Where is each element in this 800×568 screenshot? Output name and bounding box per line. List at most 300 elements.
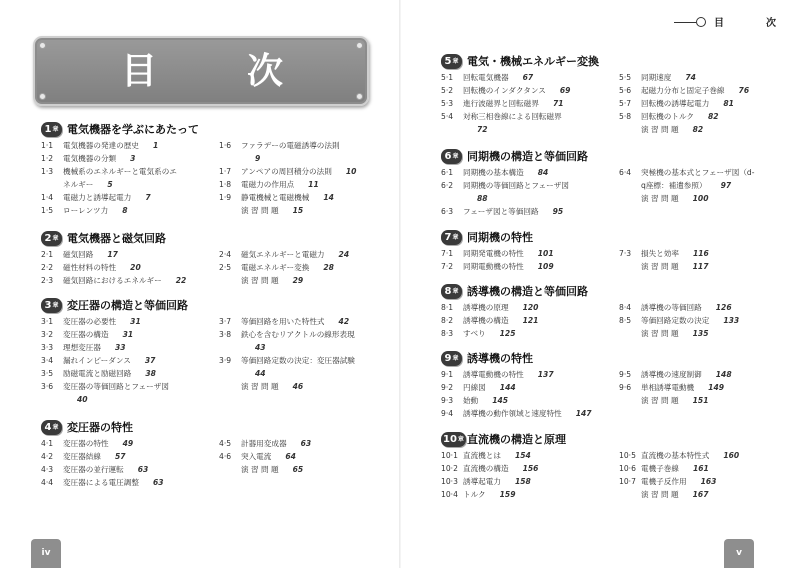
- entries-column-right: [219, 139, 391, 217]
- chapter-entries: [41, 139, 391, 217]
- section-title: 始動: [463, 396, 479, 405]
- section-title: 変圧器の構造: [63, 330, 109, 339]
- toc-entry: [41, 191, 219, 204]
- chapter-number-badge: [441, 54, 462, 69]
- page-number: 20: [130, 263, 141, 272]
- page-number: 71: [552, 99, 564, 108]
- section-title: 電機子巻線: [641, 464, 679, 473]
- section-number: 5·4: [441, 112, 454, 121]
- chapter-word: 章: [452, 234, 459, 241]
- entries-column-right: [619, 301, 791, 340]
- chapter-title: 誘導機の構造と等価回路: [467, 285, 588, 298]
- section-number: 3·7: [219, 317, 232, 326]
- page-number: 120: [522, 303, 539, 312]
- chapter-heading: [41, 231, 391, 247]
- toc-entry: [441, 97, 619, 110]
- section-number: 7·3: [619, 249, 632, 258]
- section-number: 1·5: [41, 206, 54, 215]
- section-title: 円線図: [463, 383, 486, 392]
- chapter-number: 9: [444, 353, 452, 364]
- toc-entry: [441, 166, 619, 179]
- toc-entry: [41, 248, 219, 261]
- chapter-entries: [441, 301, 791, 340]
- section-title: 直流機とは: [463, 451, 501, 460]
- section-title-continued: [219, 152, 391, 165]
- chapter-number: 1: [44, 124, 52, 135]
- section-title: 単相誘導電動機: [641, 383, 695, 392]
- section-title: 同期発電機の特性: [463, 249, 524, 258]
- entries-column-left: [441, 449, 619, 501]
- page-number: 76: [738, 86, 750, 95]
- toc-entry: [441, 314, 619, 327]
- page-number: 144: [499, 383, 516, 392]
- section-number: 1·7: [219, 167, 232, 176]
- section-title: 演 習 問 題: [641, 396, 679, 405]
- section-number: 4·5: [219, 439, 232, 448]
- toc-entry: [219, 165, 391, 178]
- section-title: 変圧器結線: [63, 452, 101, 461]
- page-number: 24: [338, 250, 350, 259]
- page-number: 117: [692, 262, 709, 271]
- toc-entry: [441, 84, 619, 97]
- chapter-number-badge: [41, 298, 62, 313]
- toc-entry: [41, 139, 219, 152]
- toc-entry: [619, 475, 791, 488]
- page-number: 82: [708, 112, 719, 121]
- chapter-word: 章: [452, 288, 459, 295]
- toc-entry: [441, 301, 619, 314]
- chapter-number: 7: [444, 232, 452, 243]
- page-number: 147: [575, 409, 592, 418]
- section-title: 変圧器の並行運転: [63, 465, 124, 474]
- chapter-number-badge: [441, 284, 462, 299]
- section-title: 励磁電流と励磁回路: [63, 369, 132, 378]
- chapter-entries: [441, 166, 791, 218]
- section-number: 9·3: [441, 396, 454, 405]
- toc-entry: [219, 178, 391, 191]
- section-number: 8·3: [441, 329, 454, 338]
- toc-entry: [441, 488, 619, 501]
- section-title: 演 習 問 題: [641, 262, 679, 271]
- toc-entry: [619, 381, 791, 394]
- section-number: 1·9: [219, 193, 232, 202]
- section-number: 3·5: [41, 369, 54, 378]
- section-number: 8·4: [619, 303, 632, 312]
- page-number: 10: [345, 167, 357, 176]
- section-number: 5·2: [441, 86, 454, 95]
- chapter-entries: [41, 437, 391, 489]
- page-number: 63: [137, 465, 149, 474]
- chapter-number: 10: [443, 434, 457, 445]
- chapter-word: 章: [52, 235, 59, 242]
- chapter-heading: [41, 298, 391, 314]
- section-number: 10·2: [441, 464, 458, 473]
- page-number: 82: [692, 125, 704, 134]
- section-number: 4·2: [41, 452, 54, 461]
- chapter-word: 章: [457, 436, 464, 443]
- toc-entry: [219, 274, 391, 287]
- page-number: 64: [285, 452, 296, 461]
- section-number: 10·3: [441, 477, 458, 486]
- chapter-number-badge: [441, 230, 462, 245]
- toc-entry: [219, 437, 391, 450]
- section-number: 3·1: [41, 317, 54, 326]
- page-number: 63: [152, 478, 164, 487]
- page-number: 33: [114, 343, 126, 352]
- section-number: 2·5: [219, 263, 232, 272]
- page-number: 125: [499, 329, 516, 338]
- section-title: 電磁力と誘導起電力: [63, 193, 132, 202]
- page-number: 158: [514, 477, 531, 486]
- section-title: 同期機の等価回路とフェーザ図: [463, 181, 569, 190]
- chapter-heading: [441, 149, 791, 165]
- page-number: 44: [255, 369, 266, 378]
- toc-entry: [41, 274, 219, 287]
- page-number: 65: [292, 465, 304, 474]
- section-number: 6·1: [441, 168, 454, 177]
- chapter-title: 変圧器の特性: [67, 421, 133, 434]
- toc-entry: [41, 380, 219, 406]
- header-rule: [674, 22, 696, 23]
- section-title: 演 習 問 題: [241, 465, 279, 474]
- chapter-heading: [41, 122, 391, 138]
- page-number: 126: [715, 303, 732, 312]
- section-title: 変圧器の等価回路とフェーザ図: [63, 382, 169, 391]
- toc-entry: [41, 204, 219, 217]
- toc-entry: [441, 110, 619, 136]
- toc-entry: [219, 204, 391, 217]
- section-title: 演 習 問 題: [641, 194, 679, 203]
- page-number: 7: [145, 193, 151, 202]
- section-title: 回転機の誘導起電力: [641, 99, 710, 108]
- section-title: 演 習 問 題: [641, 125, 679, 134]
- toc-entry: [441, 327, 619, 340]
- chapter-number: 4: [44, 422, 52, 433]
- page-number: 109: [537, 262, 554, 271]
- toc-entry: [41, 354, 219, 367]
- toc-entry: [219, 354, 391, 380]
- section-number: 1·6: [219, 141, 232, 150]
- section-title: ローレンツ力: [63, 206, 109, 215]
- chapter-entries: [441, 71, 791, 136]
- page-number: 15: [292, 206, 304, 215]
- toc-entry: [219, 261, 391, 274]
- page-number: 5: [107, 180, 113, 189]
- entries-column-right: [619, 368, 791, 407]
- page-number: 81: [723, 99, 734, 108]
- page-number: 133: [723, 316, 740, 325]
- chapter-word: 章: [52, 302, 59, 309]
- chapter-10: [441, 432, 791, 501]
- section-title: 回転機のトルク: [641, 112, 695, 121]
- entries-column-right: [219, 437, 391, 476]
- section-title: 突極機の基本式とフェーザ図（d-: [641, 168, 755, 177]
- section-title-continued: [441, 192, 619, 205]
- section-number: 2·2: [41, 263, 54, 272]
- section-number: 4·4: [41, 478, 54, 487]
- section-number: 5·3: [441, 99, 454, 108]
- chapter-title: 同期機の特性: [467, 231, 533, 244]
- section-number: 9·6: [619, 383, 632, 392]
- section-number: 5·5: [619, 73, 632, 82]
- entries-column-right: [219, 315, 391, 393]
- section-title: 変圧器による電圧調整: [63, 478, 139, 487]
- section-number: 5·1: [441, 73, 454, 82]
- entries-column-right: [619, 449, 791, 501]
- entries-column-left: [41, 139, 219, 217]
- section-number: 1·8: [219, 180, 232, 189]
- toc-title-char-2: 次: [247, 51, 284, 92]
- chapter-number-badge: [441, 351, 462, 366]
- section-title: 演 習 問 題: [241, 206, 279, 215]
- page-number: 95: [552, 207, 564, 216]
- page-number: 37: [144, 356, 156, 365]
- section-title: アンペアの周回積分の法則: [241, 167, 332, 176]
- toc-entry: [441, 462, 619, 475]
- chapter-heading: [441, 230, 791, 246]
- section-number: 1·1: [41, 141, 54, 150]
- chapter-2: [41, 231, 391, 287]
- toc-entry: [41, 476, 219, 489]
- section-title-line2: q座標：補遺参照）: [641, 181, 707, 190]
- section-title-continued: [619, 179, 791, 192]
- running-header-char-2: 次: [766, 18, 776, 29]
- page-number: 84: [537, 168, 549, 177]
- toc-entry: [41, 450, 219, 463]
- chapter-entries: [41, 315, 391, 406]
- section-title: 進行波磁界と回転磁界: [463, 99, 539, 108]
- section-title: 理想変圧器: [63, 343, 101, 352]
- section-number: 10·7: [619, 477, 636, 486]
- section-title: 起磁力分布と固定子巻線: [641, 86, 725, 95]
- section-title-continued: [441, 123, 619, 136]
- toc-entry: [219, 380, 391, 393]
- section-number: 10·6: [619, 464, 636, 473]
- entries-column-left: [441, 368, 619, 420]
- entries-column-right: [619, 166, 791, 205]
- chapter-number-badge: [41, 122, 62, 137]
- section-title: 等価回路を用いた特性式: [241, 317, 325, 326]
- section-title: 回転電気機器: [463, 73, 509, 82]
- section-title: 回転機のインダクタンス: [463, 86, 546, 95]
- section-title: 演 習 問 題: [241, 276, 279, 285]
- chapter-word: 章: [52, 424, 59, 431]
- section-title: ファラデーの電磁誘導の法則: [241, 141, 340, 150]
- page-number: 163: [700, 477, 717, 486]
- running-header: [660, 14, 780, 30]
- section-number: 6·4: [619, 168, 632, 177]
- section-number: 3·6: [41, 382, 54, 391]
- section-title: 磁気エネルギーと電磁力: [241, 250, 325, 259]
- toc-entry: [219, 315, 391, 328]
- section-number: 9·1: [441, 370, 454, 379]
- toc-entry: [41, 328, 219, 341]
- section-title-continued: [41, 393, 219, 406]
- toc-entry: [619, 327, 791, 340]
- toc-entry: [441, 381, 619, 394]
- chapter-9: [441, 351, 791, 420]
- chapter-number-badge: [41, 231, 62, 246]
- chapter-word: 章: [52, 126, 59, 133]
- chapter-title: 直流機の構造と原理: [467, 433, 566, 446]
- page-number: 69: [559, 86, 571, 95]
- section-title: 演 習 問 題: [641, 329, 679, 338]
- entries-column-left: [41, 315, 219, 406]
- page-number: 17: [107, 250, 118, 259]
- section-number: 4·1: [41, 439, 54, 448]
- toc-entry: [619, 449, 791, 462]
- section-number: 8·5: [619, 316, 632, 325]
- section-title: 電気機器の分類: [63, 154, 117, 163]
- section-title: 漏れインピーダンス: [63, 356, 131, 365]
- page-number: 43: [255, 343, 266, 352]
- section-number: 5·7: [619, 99, 632, 108]
- toc-entry: [441, 475, 619, 488]
- section-title: 磁気回路: [63, 250, 94, 259]
- toc-entry: [619, 260, 791, 273]
- page-number: 97: [720, 181, 732, 190]
- section-number: 8·1: [441, 303, 454, 312]
- page-number: 49: [122, 439, 134, 448]
- chapter-entries: [441, 368, 791, 420]
- toc-entry: [619, 192, 791, 205]
- section-title-line2: ネルギー: [63, 180, 94, 189]
- toc-entry: [219, 463, 391, 476]
- page-number: 149: [708, 383, 725, 392]
- section-title: 計器用変成器: [241, 439, 287, 448]
- section-title: 等価回路定数の決定: [641, 316, 710, 325]
- section-number: 2·1: [41, 250, 54, 259]
- section-title: 同期速度: [641, 73, 672, 82]
- chapter-title: 電気機器を学ぶにあたって: [67, 123, 199, 136]
- chapter-number-badge: [441, 432, 466, 447]
- section-number: 9·5: [619, 370, 632, 379]
- chapter-title: 変圧器の構造と等価回路: [67, 299, 188, 312]
- section-number: 8·2: [441, 316, 454, 325]
- section-title: 電磁力の作用点: [241, 180, 295, 189]
- section-number: 3·9: [219, 356, 232, 365]
- page-number: 100: [692, 194, 709, 203]
- toc-entry: [619, 97, 791, 110]
- page-number-tab: v: [724, 539, 754, 568]
- page-number: 116: [692, 249, 709, 258]
- section-number: 2·3: [41, 276, 54, 285]
- chapter-heading: [441, 284, 791, 300]
- toc-entry: [619, 247, 791, 260]
- page-number: 63: [300, 439, 312, 448]
- page-number: 88: [477, 194, 488, 203]
- page-number: 9: [255, 154, 261, 163]
- chapter-title: 電気機器と磁気回路: [67, 232, 166, 245]
- section-title: 機械系のエネルギーと電気系のエ: [63, 167, 177, 176]
- toc-entry: [619, 462, 791, 475]
- toc-entry: [619, 394, 791, 407]
- chapter-5: [441, 54, 791, 136]
- toc-entry: [219, 191, 391, 204]
- toc-entry: [619, 488, 791, 501]
- chapter-entries: [41, 248, 391, 287]
- chapter-title: 電気・機械エネルギー変換: [467, 55, 599, 68]
- section-number: 5·8: [619, 112, 632, 121]
- chapter-title: 誘導機の特性: [467, 352, 533, 365]
- section-number: 7·2: [441, 262, 454, 271]
- page-number: 67: [522, 73, 534, 82]
- section-title: 誘導機の原理: [463, 303, 509, 312]
- page-number: 22: [175, 276, 187, 285]
- page-number: 154: [514, 451, 531, 460]
- chapter-3: [41, 298, 391, 406]
- page-number: 148: [715, 370, 732, 379]
- section-title: 誘導機の構造: [463, 316, 509, 325]
- page-number: 46: [292, 382, 304, 391]
- entries-column-right: [219, 248, 391, 287]
- page-number: 167: [692, 490, 709, 499]
- toc-entry: [619, 314, 791, 327]
- page-number: 151: [692, 396, 709, 405]
- section-number: 10·5: [619, 451, 636, 460]
- page-number: 159: [499, 490, 516, 499]
- section-title: 損失と効率: [641, 249, 679, 258]
- page-number: 40: [77, 395, 88, 404]
- page-number: 8: [122, 206, 128, 215]
- page-number: 137: [537, 370, 554, 379]
- section-number: 1·2: [41, 154, 54, 163]
- toc-entry: [441, 260, 619, 273]
- running-header-char-1: 目: [714, 18, 724, 29]
- page-number: 1: [152, 141, 159, 150]
- entries-column-left: [441, 71, 619, 136]
- toc-entry: [619, 301, 791, 314]
- page-number: 156: [522, 464, 539, 473]
- section-title: 誘導電動機の特性: [463, 370, 524, 379]
- page-number: 31: [122, 330, 134, 339]
- toc-entry: [619, 368, 791, 381]
- page-number: 11: [308, 180, 319, 189]
- toc-entry: [441, 368, 619, 381]
- chapter-8: [441, 284, 791, 340]
- page-number: 161: [692, 464, 709, 473]
- section-title: すべり: [463, 329, 486, 338]
- page-number: 57: [114, 452, 126, 461]
- toc-entry: [41, 165, 219, 191]
- toc-entry: [41, 261, 219, 274]
- section-number: 3·3: [41, 343, 54, 352]
- toc-entry: [441, 247, 619, 260]
- section-number: 3·8: [219, 330, 232, 339]
- section-title: 誘導機の動作領域と速度特性: [463, 409, 562, 418]
- section-title: 対称三相巻線による回転磁界: [463, 112, 562, 121]
- section-title: 誘導機の速度制御: [641, 370, 702, 379]
- section-number: 10·4: [441, 490, 458, 499]
- chapter-number: 6: [444, 151, 452, 162]
- toc-title-banner: [33, 36, 369, 106]
- page-number-tab: iv: [31, 539, 61, 568]
- page-number: 38: [145, 369, 156, 378]
- section-title: 突入電流: [241, 452, 272, 461]
- toc-entry: [41, 463, 219, 476]
- chapter-heading: [441, 432, 791, 448]
- entries-column-right: [619, 71, 791, 136]
- chapter-word: 章: [452, 58, 459, 65]
- section-title: 直流機の基本特性式: [641, 451, 710, 460]
- page-number: 29: [292, 276, 304, 285]
- section-title-continued: [219, 367, 391, 380]
- chapter-entries: [441, 247, 791, 273]
- section-title: 磁性材料の特性: [63, 263, 117, 272]
- entries-column-right: [619, 247, 791, 273]
- section-title: 誘導起電力: [463, 477, 501, 486]
- section-number: 6·2: [441, 181, 454, 190]
